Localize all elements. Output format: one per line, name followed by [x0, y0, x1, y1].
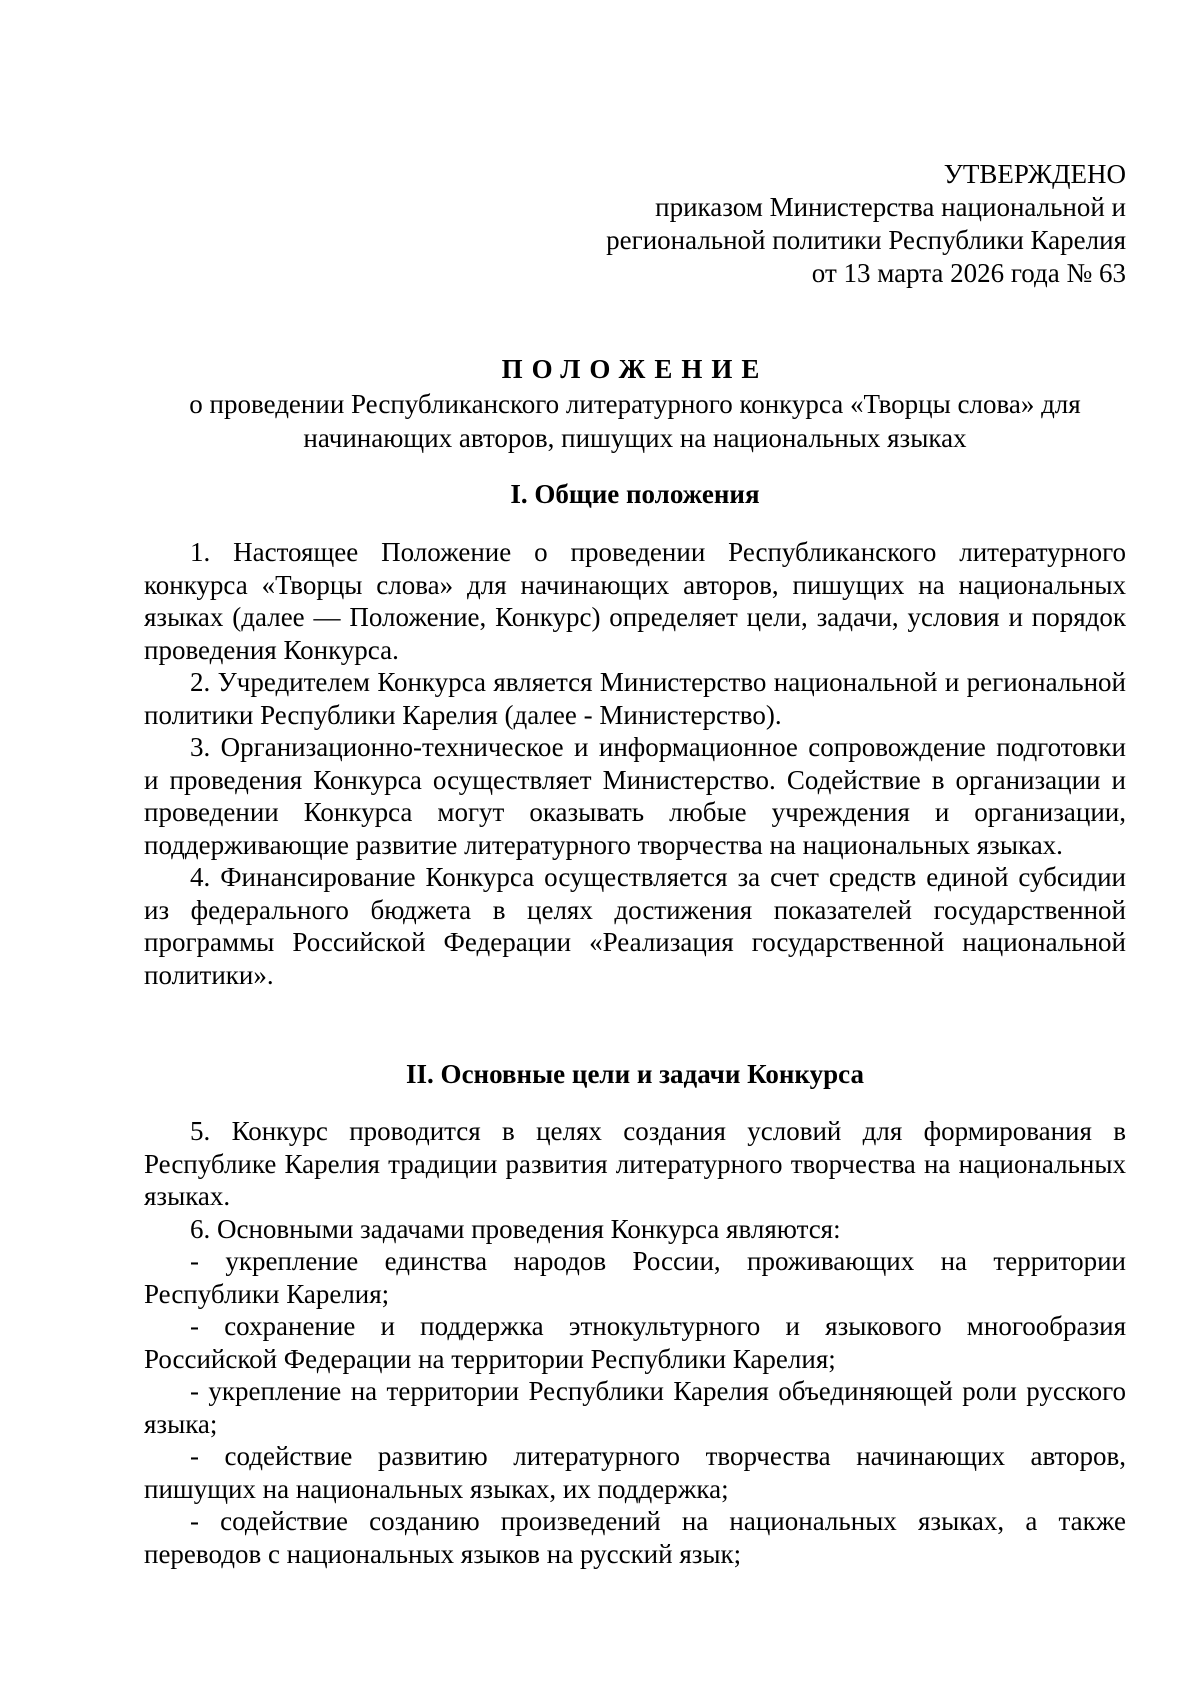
paragraph-4: 4. Финансирование Конкурса осуществляется за счет средств единой субсидии из федерального бюджета в целях достижения показателей государственной программы Российской Федерации «Реализация государственной национальной политики». [144, 862, 1126, 990]
task-item-4: - содействие развитию литературного творчества начинающих авторов, пишущих на национальных языках, их поддержка; [144, 1441, 1126, 1504]
approval-line-3: региональной политики Республики Карелия [606, 225, 1126, 255]
document-subtitle-line-1: о проведении Республиканского литературного конкурса «Творцы слова» для [189, 389, 1081, 419]
approval-line-1: УТВЕРЖДЕНО [943, 159, 1126, 189]
paragraph-3: 3. Организационно-техническое и информационное сопровождение подготовки и проведения Конкурса осуществляет Министерство. Содействие в организации и проведении Конкурса могут оказывать любые учреждения и организации, поддерживающие развитие литературного творчества на национальных языках. [144, 732, 1126, 860]
task-item-5: - содействие созданию произведений на национальных языках, а также переводов с национальных языков на русский язык; [144, 1506, 1126, 1569]
section-2-heading: II. Основные цели и задачи Конкурса [406, 1059, 864, 1089]
paragraph-5: 5. Конкурс проводится в целях создания условий для формирования в Республике Карелия традиции развития литературного творчества на национальных языках. [144, 1116, 1126, 1211]
task-item-3: - укрепление на территории Республики Карелия объединяющей роли русского языка; [144, 1376, 1126, 1439]
section-1-body [144, 536, 1126, 991]
document-title: ПОЛОЖЕНИЕ [501, 354, 769, 384]
document-title-block [144, 352, 1126, 455]
task-item-1: - укрепление единства народов России, проживающих на территории Республики Карелия; [144, 1246, 1126, 1309]
paragraph-1: 1. Настоящее Положение о проведении Республиканского литературного конкурса «Творцы слова» для начинающих авторов, пишущих на национальных языках (далее — Положение, Конкурс) определяет цели, задачи, условия и порядок проведения Конкурса. [144, 537, 1126, 665]
section-1-heading: I. Общие положения [510, 479, 760, 509]
approval-line-4: от 13 марта 2026 года № 63 [811, 258, 1126, 288]
paragraph-6: 6. Основными задачами проведения Конкурса являются: [190, 1213, 841, 1244]
task-item-2: - сохранение и поддержка этнокультурного и языкового многообразия Российской Федерации на территории Республики Карелия; [144, 1311, 1126, 1374]
paragraph-2: 2. Учредителем Конкурса является Министерство национальной и региональной политики Республики Карелия (далее - Министерство). [144, 667, 1126, 730]
approval-stamp [526, 158, 1126, 290]
document-subtitle-line-2: начинающих авторов, пишущих на национальных языках [303, 423, 967, 453]
section-2-body [144, 1115, 1126, 1570]
approval-line-2: приказом Министерства национальной и [655, 192, 1126, 222]
